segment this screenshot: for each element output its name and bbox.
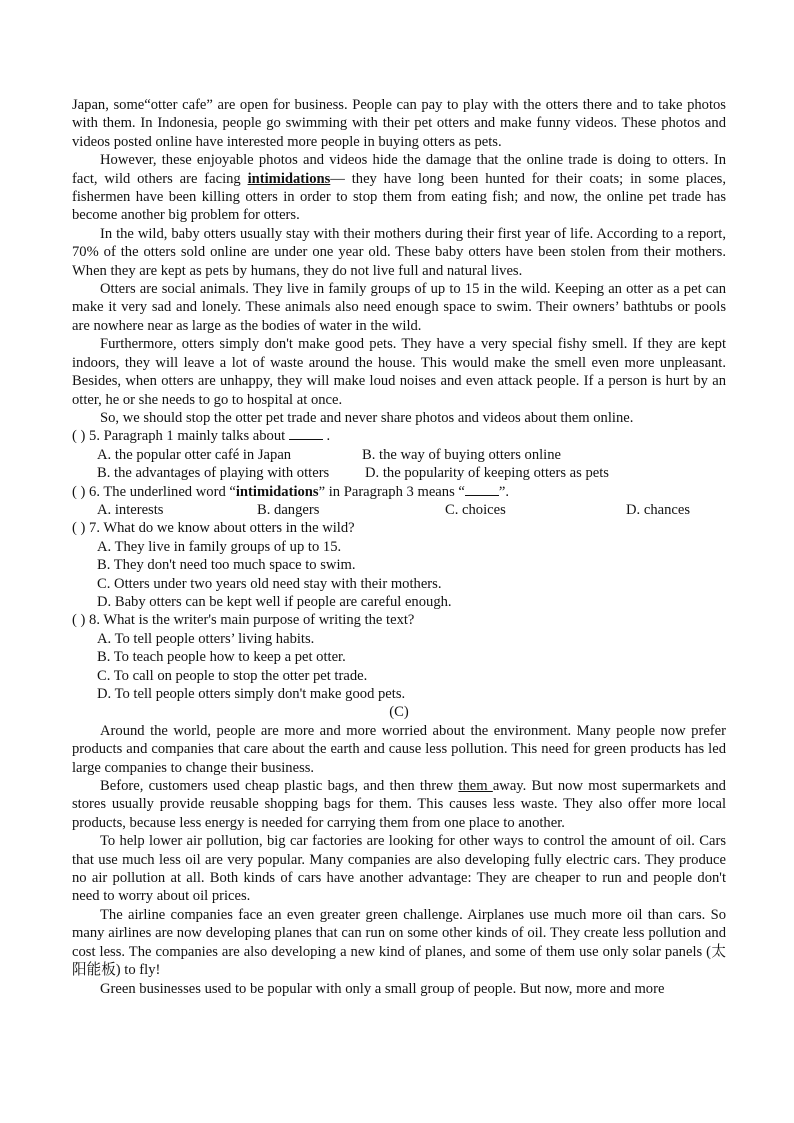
question-7-text: 7. What do we know about otters in the wild? — [89, 520, 355, 537]
question-6-text-start: 6. The underlined word “ — [89, 483, 236, 500]
answer-paren-8[interactable]: ( ) — [72, 612, 86, 629]
question-5-blank — [289, 427, 323, 440]
exam-page — [72, 96, 726, 998]
option-8b[interactable]: B. To teach people how to keep a pet otter. — [97, 649, 346, 666]
option-6b[interactable]: B. dangers — [257, 501, 320, 518]
section-c-paragraph-5: Green businesses used to be popular with only a small group of people. But now, more and more — [100, 980, 665, 997]
section-c-paragraph-3: To help lower air pollution, big car factories are looking for other ways to control the amount of oil. Cars that use much less oil are very popular. Many companies are also developing fully electric cars. They produce no air pollution at all. Both kinds of cars have another advantage: They are cheaper to run and people don't need to worry about oil prices. — [72, 833, 726, 905]
question-5-options-row-1 — [97, 446, 726, 464]
option-6a[interactable]: A. interests — [97, 501, 164, 518]
option-7a[interactable]: A. They live in family groups of up to 15. — [97, 538, 342, 555]
answer-paren-7[interactable]: ( ) — [72, 520, 86, 537]
option-8c[interactable]: C. To call on people to stop the otter pet trade. — [97, 667, 368, 684]
option-5d[interactable]: D. the popularity of keeping otters as pets — [365, 465, 609, 482]
option-5a[interactable]: A. the popular otter café in Japan — [97, 446, 292, 463]
option-7c[interactable]: C. Otters under two years old need stay with their mothers. — [97, 575, 442, 592]
question-5-options-row-2 — [97, 464, 726, 482]
option-5b[interactable]: B. the way of buying otters online — [362, 446, 562, 463]
option-8a[interactable]: A. To tell people otters’ living habits. — [97, 630, 315, 647]
section-c-paragraph-2-end: away. But now most supermarkets and stores usually provide reusable shopping bags for them. This causes less waste. They also offer more local products, because less energy is needed for carrying them from one place to another. — [72, 778, 726, 831]
option-5c[interactable]: B. the advantages of playing with otters — [97, 465, 330, 482]
question-8 — [72, 611, 726, 629]
section-c-paragraph-4: The airline companies face an even greater green challenge. Airplanes use much more oil than cars. So many airlines are now developing planes that can run on some other kinds of oil. They create less pollution and cost less. The companies are also developing a new kind of planes, and some of them use only solar panels (太阳能板) to fly! — [72, 906, 726, 979]
option-7d[interactable]: D. Baby otters can be kept well if people are careful enough. — [97, 593, 452, 610]
option-6c[interactable]: C. choices — [445, 501, 506, 518]
section-c-paragraph-2-start: Before, customers used cheap plastic bags, and then threw — [100, 778, 459, 795]
passage-b-paragraph-5: Furthermore, otters simply don't make good pets. They have a very special fishy smell. If they are kept indoors, they will leave a lot of waste around the house. This would make the smell even more unpleasant. Besides, when otters are unhappy, they will make loud noises and even attack people. If a person is hurt by an otter, he or she needs to go to hospital at once. — [72, 336, 726, 408]
question-6-text-end: ”. — [498, 483, 510, 500]
question-6-text-mid: ” in Paragraph 3 means “ — [318, 483, 465, 500]
question-8-text: 8. What is the writer's main purpose of writing the text? — [89, 612, 415, 629]
paragraph-2-text-end: — they have long been hunted for their coats; in some places, fishermen have been killing otters in order to stop them from eating fish; and now, the online pet trade has become another big problem for otters. — [72, 170, 726, 224]
section-c-paragraph-2 — [72, 777, 726, 832]
question-5-text: 5. Paragraph 1 mainly talks about — [89, 428, 286, 445]
section-c-heading: (C) — [389, 704, 409, 721]
section-c-paragraph-1: Around the world, people are more and more worried about the environment. Many people now prefer products and companies that care about the earth and cause less pollution. This need for green products has led large companies to change their business. — [72, 722, 726, 776]
passage-b-paragraph-2 — [72, 151, 726, 225]
question-6-word: intimidations — [235, 483, 319, 500]
answer-paren-6[interactable]: ( ) — [72, 483, 86, 500]
question-6-blank — [465, 483, 499, 496]
option-7b[interactable]: B. They don't need too much space to swim. — [97, 557, 356, 574]
option-8d[interactable]: D. To tell people otters simply don't make good pets. — [97, 686, 406, 702]
passage-b-paragraph-1: Japan, some“otter cafe” are open for business. People can pay to play with the otters there and to take photos with them. In Indonesia, people go swimming with their pet otters and make funny videos. These photos and videos posted online have interested more people in buying otters as pets. — [72, 97, 726, 150]
underlined-word-intimidations: intimidations — [247, 170, 331, 187]
question-6 — [72, 483, 726, 501]
passage-b-paragraph-6: So, we should stop the otter pet trade and never share photos and videos about them online. — [100, 409, 634, 426]
question-7 — [72, 519, 726, 537]
question-5-period: . — [326, 428, 331, 445]
question-5 — [72, 427, 726, 445]
passage-b-paragraph-4: Otters are social animals. They live in family groups of up to 15 in the wild. Keeping an otter as a pet can make it very sad and lonely. These animals also need enough space to swim. Their owners’ bathtubs or pools are nowhere near as large as the bodies of water in the wild. — [72, 281, 726, 334]
question-6-options — [97, 501, 726, 519]
passage-b-paragraph-3: In the wild, baby otters usually stay with their mothers during their first year of life. According to a report, 70% of the otters sold online are under one year old. These baby otters have been stolen from their mothers. When they are kept as pets by humans, they do not live full and natural lives. — [72, 225, 726, 279]
underlined-word-them: them — [458, 778, 493, 795]
paragraph-2-text-start: However, these enjoyable photos and videos hide the damage that the online trade is doing to otters. In fact, wild others are facing — [72, 152, 726, 187]
option-6d[interactable]: D. chances — [626, 501, 691, 518]
answer-paren-5[interactable]: ( ) — [72, 428, 86, 445]
